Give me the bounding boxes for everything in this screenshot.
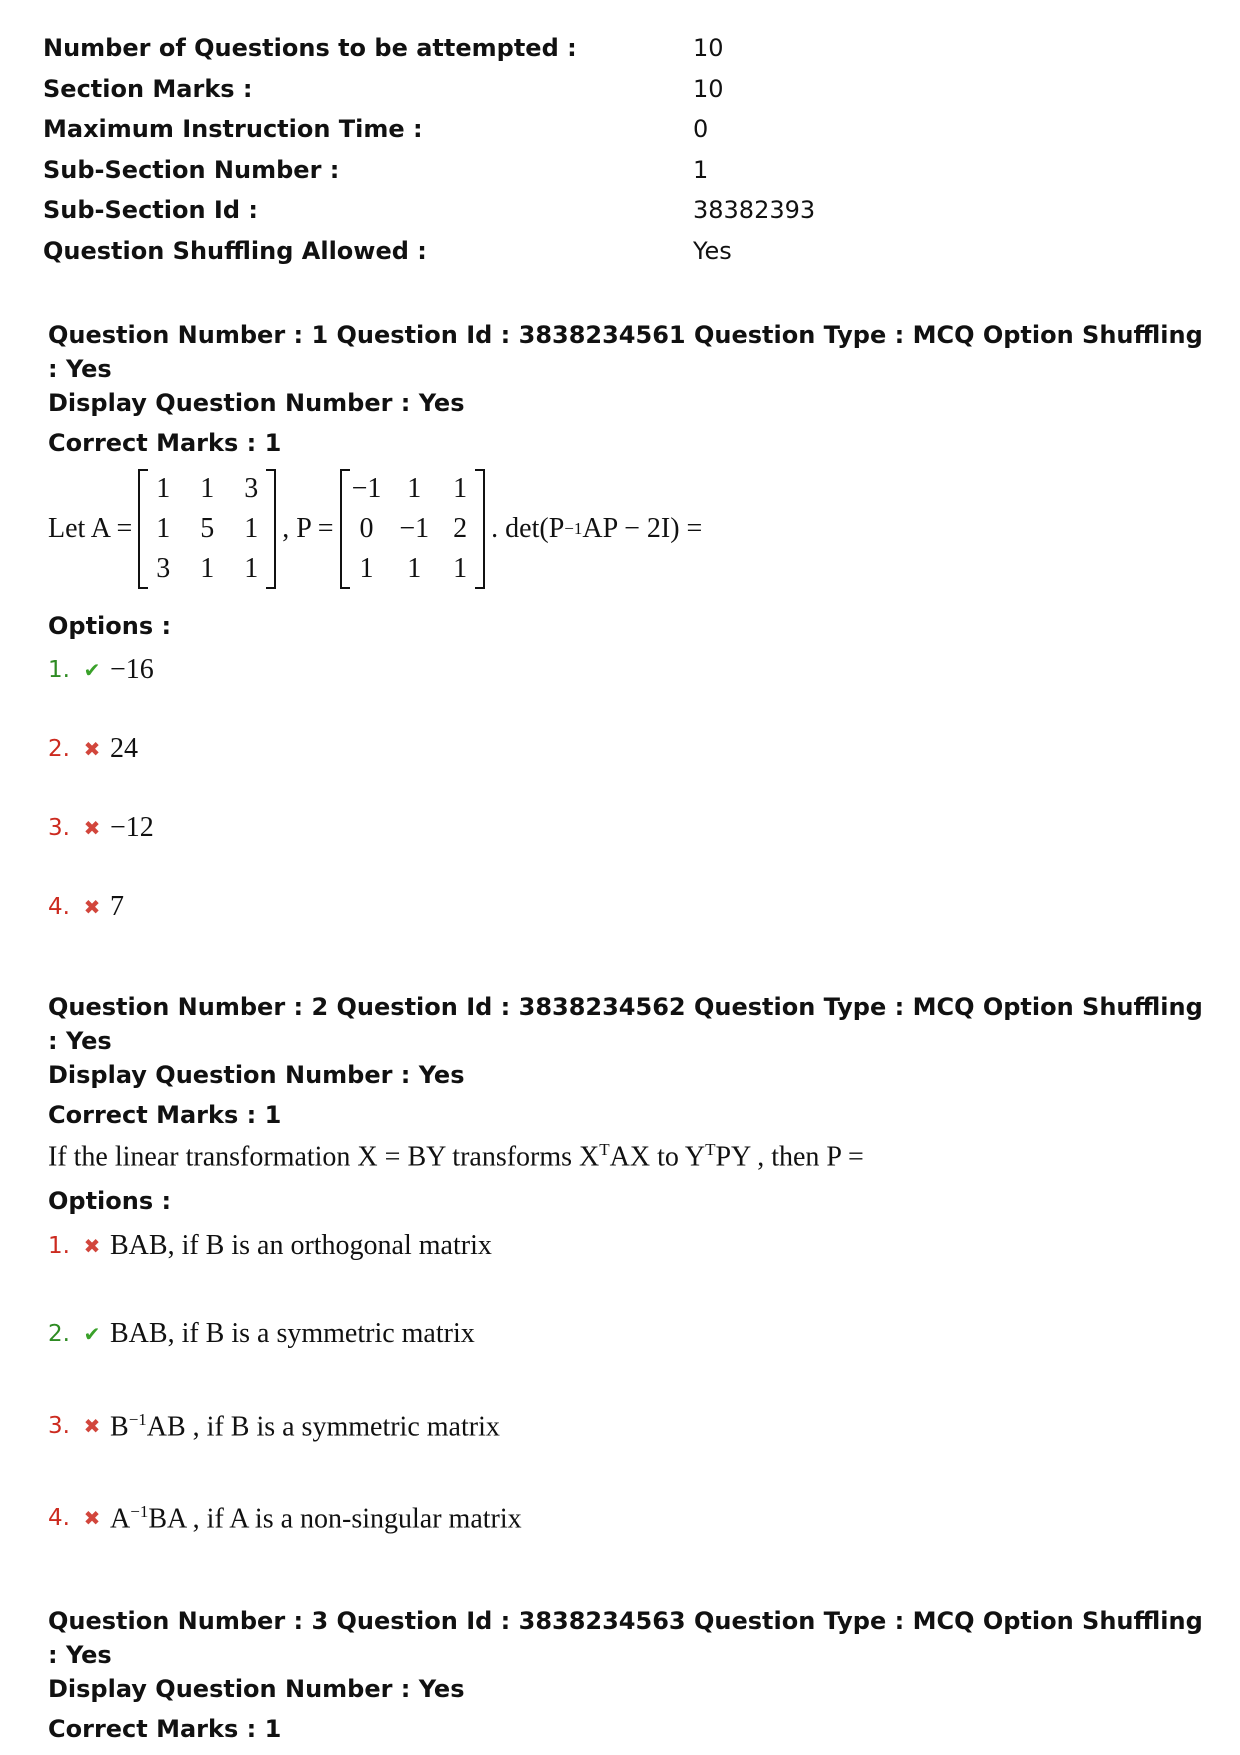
- option-number: 1.: [48, 1233, 70, 1260]
- question-3: [48, 1604, 1208, 1746]
- option-text: [110, 1410, 500, 1443]
- matrix-cell: 1: [407, 473, 422, 504]
- option-4[interactable]: [48, 1495, 1208, 1541]
- meta-row: [43, 190, 815, 231]
- superscript: T: [705, 1140, 716, 1159]
- option-number: 3.: [48, 815, 70, 841]
- question-display-number: Display Question Number : Yes: [48, 1675, 465, 1703]
- option-number: 2.: [48, 736, 70, 762]
- question-header: Question Number : 2 Question Id : 3838234562 Question Type : MCQ Option Shuffling : Yes: [48, 993, 1203, 1055]
- question-1: [48, 318, 1208, 927]
- meta-value: 0: [693, 115, 709, 144]
- meta-value: 1: [693, 155, 709, 184]
- meta-row: [43, 231, 815, 272]
- option-1[interactable]: [48, 1223, 1208, 1269]
- option-2[interactable]: [48, 729, 1208, 769]
- option-text-part: B: [110, 1410, 129, 1442]
- option-text: −16: [110, 654, 154, 685]
- meta-label: Sub-Section Id :: [43, 196, 258, 225]
- meta-row: [43, 69, 815, 110]
- question-text-suffix-b: AP − 2I) =: [582, 513, 703, 544]
- question-marks: Correct Marks : 1: [48, 1101, 282, 1129]
- option-text: 7: [110, 891, 124, 922]
- question-text-part: PY , then P =: [715, 1141, 864, 1173]
- matrix-cell: 1: [244, 513, 259, 544]
- option-text-part: A: [110, 1502, 131, 1534]
- options-label: Options :: [48, 612, 172, 640]
- option-number: 4.: [48, 1505, 70, 1532]
- question-header: Question Number : 1 Question Id : 3838234561 Question Type : MCQ Option Shuffling : Yes: [48, 321, 1203, 383]
- question-text: [48, 464, 1208, 594]
- check-icon: ✔: [83, 658, 101, 682]
- matrix-cell: 0: [359, 513, 374, 544]
- meta-label: Number of Questions to be attempted :: [43, 34, 577, 63]
- cross-icon: ✖: [83, 1234, 101, 1259]
- question-text-suffix: . det(P: [491, 513, 565, 544]
- matrix-cell: 1: [156, 513, 171, 544]
- cross-icon: ✖: [83, 816, 101, 840]
- matrix-cell: 1: [407, 553, 422, 584]
- option-text: BAB, if B is an orthogonal matrix: [110, 1230, 492, 1262]
- matrix-cell: 3: [244, 473, 259, 504]
- superscript: −1: [130, 1501, 149, 1521]
- meta-label: Maximum Instruction Time :: [43, 115, 423, 144]
- meta-label: Section Marks :: [43, 74, 253, 103]
- meta-row: [43, 150, 815, 191]
- matrix-cell: 1: [200, 473, 215, 504]
- meta-value: 10: [693, 34, 724, 63]
- meta-label: Sub-Section Number :: [43, 155, 340, 184]
- superscript: −1: [564, 519, 583, 538]
- matrix-cell: 1: [244, 553, 259, 584]
- superscript: −1: [128, 1409, 147, 1429]
- meta-label: Question Shuffling Allowed :: [43, 236, 427, 265]
- question-display-number: Display Question Number : Yes: [48, 389, 465, 417]
- matrix-cell: 1: [453, 473, 468, 504]
- matrix-a: [138, 469, 276, 589]
- matrix-cell: 1: [359, 553, 374, 584]
- question-text: [48, 1140, 1208, 1173]
- matrix-p: [340, 469, 486, 589]
- meta-value: 10: [693, 74, 724, 103]
- matrix-cell: 1: [453, 553, 468, 584]
- option-text-part: AB , if B is a symmetric matrix: [146, 1410, 500, 1442]
- matrix-cell: −1: [399, 513, 430, 544]
- cross-icon: ✖: [83, 1506, 101, 1531]
- option-1[interactable]: [48, 650, 1208, 690]
- option-text: 24: [110, 733, 138, 764]
- question-text-prefix: Let A =: [48, 513, 133, 544]
- option-number: 1.: [48, 657, 70, 683]
- meta-value: 38382393: [693, 196, 816, 225]
- option-number: 2.: [48, 1321, 70, 1348]
- question-2: [48, 990, 1208, 1541]
- question-header: Question Number : 3 Question Id : 3838234563 Question Type : MCQ Option Shuffling : Yes: [48, 1607, 1203, 1669]
- option-number: 3.: [48, 1413, 70, 1440]
- option-text-part: BA , if A is a non-singular matrix: [148, 1502, 522, 1534]
- options-label: Options :: [48, 1187, 172, 1216]
- cross-icon: ✖: [83, 895, 101, 919]
- option-number: 4.: [48, 894, 70, 920]
- question-display-number: Display Question Number : Yes: [48, 1061, 465, 1089]
- question-text-mid: , P =: [282, 513, 334, 544]
- meta-row: [43, 28, 815, 69]
- matrix-cell: 1: [156, 473, 171, 504]
- matrix-cell: 3: [156, 553, 171, 584]
- meta-value: Yes: [693, 236, 732, 265]
- cross-icon: ✖: [83, 737, 101, 761]
- meta-row: [43, 109, 815, 150]
- option-text: [110, 1502, 522, 1535]
- option-2[interactable]: [48, 1311, 1208, 1357]
- matrix-cell: −1: [351, 473, 382, 504]
- option-3[interactable]: [48, 1403, 1208, 1449]
- section-meta: [43, 28, 815, 271]
- superscript: T: [599, 1140, 610, 1159]
- option-text: −12: [110, 812, 154, 843]
- question-marks: Correct Marks : 1: [48, 1715, 282, 1743]
- question-text-part: AX to Y: [609, 1141, 706, 1173]
- matrix-cell: 1: [200, 553, 215, 584]
- option-3[interactable]: [48, 808, 1208, 848]
- matrix-cell: 5: [200, 513, 215, 544]
- matrix-cell: 2: [453, 513, 468, 544]
- question-text-part: If the linear transformation X = BY transforms X: [48, 1141, 600, 1173]
- cross-icon: ✖: [83, 1414, 101, 1439]
- check-icon: ✔: [83, 1322, 101, 1347]
- question-marks: Correct Marks : 1: [48, 429, 282, 457]
- option-4[interactable]: [48, 887, 1208, 927]
- option-text: BAB, if B is a symmetric matrix: [110, 1318, 475, 1350]
